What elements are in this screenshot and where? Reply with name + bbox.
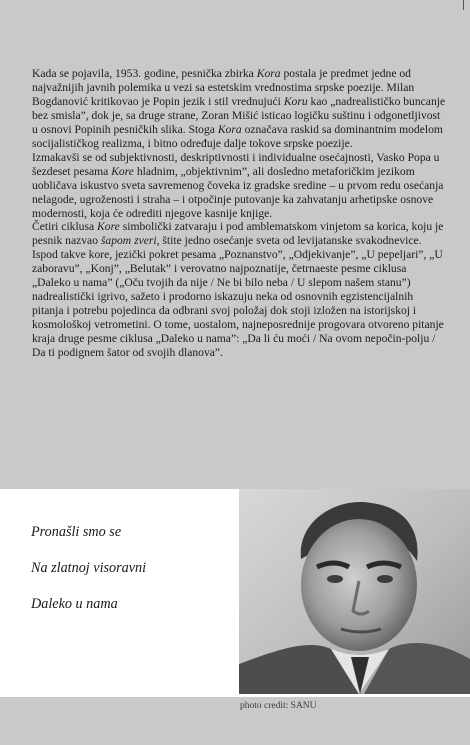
bio-paragraph-3	[32, 220, 446, 360]
text-run: kao „nadrealističko buncanje bez smisla”, dok je, sa druge strane, Zoran Mišić isticao logičku suštinu i odgonetljivost u osnovi Popinih pesničkih slika. Stoga	[32, 94, 446, 136]
italic-text-run: Koru	[283, 94, 308, 108]
italic-text-run: Kore	[111, 164, 134, 178]
text-run: simbolički zatvaraju i pod amblematskom vinjetom sa korica, koju je pesnik nazvao	[32, 220, 444, 248]
bio-paragraph-1	[32, 67, 446, 151]
page-edge-mark	[463, 0, 464, 10]
text-run: postala je predmet jedne od najvažnijih javnih polemika u vezi sa estetskim vrednostima srpske poezije. Milan Bogdanović kritikovao je Popin jezik i stil vrednujući	[32, 67, 415, 108]
author-portrait-photo	[239, 489, 470, 694]
text-run: , štite jedno osećanje sveta od levijatanske svakodnevice. Ispod takve kore, jezički pokret pesama „Poznanstvo”, „Odjekivanje”, „U pepeljari”, „U zaboravu”, „Konj”, „Belutak” i verovatno najpoznatije, četrnaeste pesme ciklusa „Daleko u nama” („Oču tvojih da nije / Ne bi bilo neba / U slepom našem stanu”) nadrealistički igrivo, sažeto i prodorno iskazuju neka od osnovnih egzistencijalnih pitanja i potrebu pojedinca da odbrani svoj položaj dok stoji izložen na istorijskoj i kosmološkoj vetrometini. O tome, uostalom, najneposrednije progovara otvoreno pitanje kraja druge pesme ciklusa „Daleko u nama”: „Da li ću moći / Na ovom nepočin-polju / Da ti podignem šator od svojih dlanova”.	[32, 234, 444, 360]
photo-credit: photo credit: SANU	[240, 701, 317, 711]
poem-title-1: Pronašli smo se	[31, 524, 122, 540]
italic-text-run: Kora	[256, 67, 281, 80]
text-run: hladnim, „objektivnim”, ali dosledno metaforičkim jezikom uobličava iskustvo sveta savremenog čoveka iz gradske sredine – u prvom redu osećanja nelagode, ugroženosti i straha – i otpočinje putovanje ka zahvatanju arhetipske osnove modernosti, koja će odrediti njegove kasnije knjige.	[32, 164, 444, 220]
italic-text-run: Kore	[97, 220, 120, 234]
italic-text-run: šapom zveri	[100, 234, 157, 248]
italic-text-run: Kora	[217, 122, 242, 136]
text-run: Kada se pojavila, 1953. godine, pesnička zbirka	[32, 67, 257, 80]
text-run: Četiri ciklusa	[32, 220, 98, 234]
bio-paragraph-2	[32, 151, 446, 221]
biography-text	[32, 67, 446, 360]
text-run: Izmakavši se od subjektivnosti, deskriptivnosti i individualne osećajnosti, Vasko Popa u šezdeset pesama	[32, 150, 440, 178]
portrait-illustration	[239, 489, 470, 694]
poem-title-list	[31, 522, 146, 630]
poem-title-2: Na zlatnoj visoravni	[31, 560, 147, 576]
poem-title-3: Daleko u nama	[31, 596, 118, 612]
text-run: označava raskid sa dominantnim modelom socijalističkog realizma, i bitno određuje dalje tokove srpske poezije.	[32, 122, 443, 150]
